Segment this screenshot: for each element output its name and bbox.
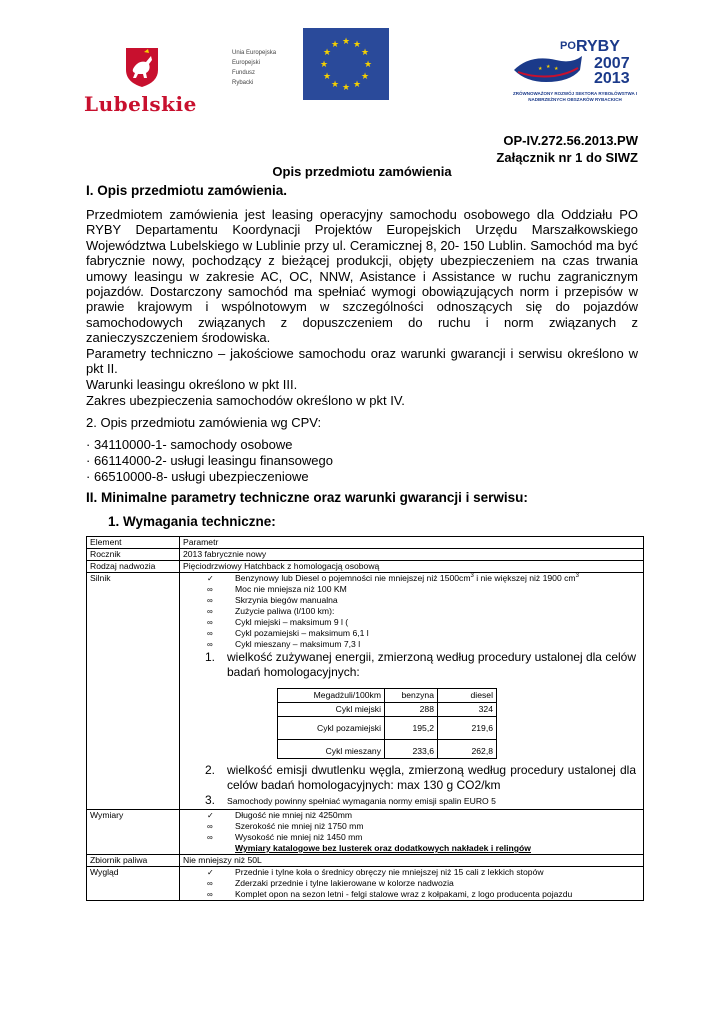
list-item: ∞ Cykl mieszany – maksimum 7,3 l	[207, 639, 361, 649]
svg-text:★: ★	[554, 66, 559, 72]
list-item: ∞ Szerokość nie mniej niż 1750 mm	[207, 821, 364, 831]
check-bullet-icon: ✓	[207, 811, 214, 820]
list-item: ✓ Przednie i tylne koła o średnicy obręczy nie mniejszej niż 15 cali z lekkich stopów	[207, 867, 544, 877]
cpv-heading: 2. Opis przedmiotu zamówienia wg CPV:	[86, 415, 322, 430]
co2-requirement: 2. wielkość emisji dwutlenku węgla, zmierzoną według procedury ustalonej dla celów badań homologacyjnych: max 130 g CO2/km	[205, 763, 636, 792]
list-item: ✓ Benzynowy lub Diesel o pojemności nie mniejszej niż $1500cm^3$ i nie większej niż 1900 $cm^3$	[207, 573, 579, 583]
dimensions-note: Wymiary katalogowe bez lusterek oraz dodatkowych nakładek i relingów	[235, 843, 531, 853]
svg-text:★: ★	[330, 80, 340, 90]
cpv-item: · 66510000-8- usługi ubezpieczeniowe	[86, 469, 309, 484]
eu-flag-icon	[303, 28, 389, 100]
technical-requirements-table	[86, 536, 644, 901]
ryby-year-end: 2013	[594, 70, 630, 87]
row-label: Rodzaj nadwozia	[87, 561, 180, 573]
row-value: Nie mniejszy niż 50L	[180, 855, 644, 867]
cpv-item: · 66114000-2- usługi leasingu finansowego	[86, 453, 333, 468]
ryby-po-text: PO	[560, 40, 576, 52]
energy-row: Cykl miejski 288 324	[278, 703, 497, 717]
appearance-cell	[180, 867, 644, 901]
attachment-label: Załącznik nr 1 do SIWZ	[496, 150, 638, 165]
list-item: ∞ Wysokość nie mniej niż 1450 mm	[207, 832, 363, 842]
table-row	[87, 855, 644, 867]
svg-text:★: ★	[363, 60, 373, 70]
section1-heading: I. Opis przedmiotu zamówienia.	[86, 183, 288, 198]
lubelskie-shield-icon	[124, 46, 160, 88]
insurance-line: Zakres ubezpieczenia samochodów określono w pkt IV.	[86, 393, 405, 408]
svg-text:★: ★	[546, 64, 551, 70]
row-label: Rocznik	[87, 549, 180, 561]
table-header-row	[87, 537, 644, 549]
document-reference	[496, 132, 638, 166]
ryby-year-start: 2007	[594, 55, 630, 72]
bullet-icon: ∞	[207, 822, 213, 831]
svg-text:★: ★	[360, 48, 370, 58]
dimensions-cell	[180, 810, 644, 855]
bullet-icon: ∞	[207, 596, 213, 605]
ryby-subtitle: ZRÓWNOWAŻONY ROZWÓJ SEKTORA RYBOŁÓWSTWA I NADBRZEŻNYCH OBSZARÓW RYBACKICH	[512, 91, 638, 102]
ue-fund-label: Unia Europejska Europejski Fundusz Rybacki	[232, 50, 277, 86]
lubelskie-logo	[82, 40, 202, 120]
bullet-icon: ∞	[207, 833, 213, 842]
document-title: Opis przedmiotu zamówienia	[272, 164, 452, 179]
bullet-icon: ∞	[207, 607, 213, 616]
lubelskie-logo-text: Lubelskie	[84, 92, 197, 116]
energy-requirement: 1. wielkość zużywanej energii, zmierzoną według procedury ustalonej dla celów badań homologacyjnych:	[205, 650, 636, 679]
svg-text:★: ★	[322, 72, 332, 82]
list-item: ∞ Zderzaki przednie i tylne lakierowane w kolorze nadwozia	[207, 878, 454, 888]
list-item: ✓ Długość nie mniej niż 4250mm	[207, 810, 353, 820]
table-header-cell: Parametr	[180, 537, 644, 549]
section1-paragraph: Przedmiotem zamówienia jest leasing operacyjny samochodu osobowego dla Oddziału PO RYBY Departamentu Koordynacji Projektów Europejskich Urzędu Marszałkowskiego Województwa Lubelskiego w Lublinie przy ul. Ceramicznej 8, 20- 150 Lublin. Samochód ma być fabrycznie nowy, pochodzący z bieżącej produkcji, objęty ubezpieczeniem na czas trwania umowy leasingu w zakresie AC, OC, NNW, Asistance i Assistance w ruchu zagranicznym pojazdów. Dostarczony samochód ma spełniać wymogi obowiązujących norm i przepisów w prawie krajowym i wspólnotowym w szczególności odnoszących się do pojazdów samochodowych związanych z dopuszczeniem do ruchu i norm związanych z zanieczyszczeniem środowiska.	[86, 207, 638, 346]
check-bullet-icon: ✓	[207, 868, 214, 877]
bullet-icon: ∞	[207, 879, 213, 888]
row-label: Wygląd	[87, 867, 180, 901]
energy-row: Cykl mieszany 233,6 262,8	[278, 740, 497, 759]
bullet-icon: ∞	[207, 585, 213, 594]
row-label: Wymiary	[87, 810, 180, 855]
table-row	[87, 549, 644, 561]
reference-code: OP-IV.272.56.2013.PW	[503, 133, 638, 148]
energy-table	[277, 688, 497, 759]
engine-cell	[180, 573, 644, 810]
energy-header-row: Megadżuli/100km benzyna diesel	[278, 689, 497, 703]
list-item: ∞ Komplet opon na sezon letni - felgi stalowe wraz z kołpakami, z logo producenta pojazdu	[207, 889, 573, 899]
svg-text:★: ★	[341, 83, 351, 93]
po-ryby-logo	[510, 38, 640, 108]
euro5-requirement: 3. Samochody powinny spełniać wymagania normy emisji spalin EURO 5	[205, 793, 496, 807]
row-value: 2013 fabrycznie nowy	[180, 549, 644, 561]
page-header	[0, 0, 724, 130]
bullet-icon: ∞	[207, 640, 213, 649]
section2-heading: II. Minimalne parametry techniczne oraz warunki gwarancji i serwisu:	[86, 490, 528, 505]
svg-text:★: ★	[330, 40, 340, 50]
svg-text:★: ★	[538, 66, 543, 72]
cpv-item: · 34110000-1- samochody osobowe	[86, 437, 293, 452]
technical-requirements-heading: 1. Wymagania techniczne:	[108, 514, 276, 529]
bullet-icon: ∞	[207, 629, 213, 638]
table-header-cell: Element	[87, 537, 180, 549]
table-row	[87, 573, 644, 810]
table-row	[87, 810, 644, 855]
list-item: ∞ Cykl miejski – maksimum 9 l (	[207, 617, 349, 627]
ryby-title: RYBY	[576, 38, 620, 55]
energy-row: Cykl pozamiejski 195,2 219,6	[278, 717, 497, 740]
svg-text:★: ★	[341, 37, 351, 47]
svg-text:★: ★	[352, 80, 362, 90]
row-value: Pięciodrzwiowy Hatchback z homologacją osobową	[180, 561, 644, 573]
check-bullet-icon: ✓	[207, 574, 214, 583]
bullet-icon: ∞	[207, 890, 213, 899]
list-item: ∞ Cykl pozamiejski – maksimum 6,1 l	[207, 628, 369, 638]
table-row	[87, 867, 644, 901]
params-line: Parametry techniczno – jakościowe samochodu oraz warunki gwarancji i serwisu określono w pkt II.	[86, 346, 638, 377]
list-item: ∞ Moc nie mniejsza niż 100 KM	[207, 584, 347, 594]
row-label: Zbiornik paliwa	[87, 855, 180, 867]
row-label: Silnik	[87, 573, 180, 810]
svg-text:★: ★	[360, 72, 370, 82]
table-row	[87, 561, 644, 573]
bullet-icon: ∞	[207, 618, 213, 627]
svg-text:★: ★	[322, 48, 332, 58]
svg-text:★: ★	[352, 40, 362, 50]
list-item: ∞ Zużycie paliwa (l/100 km):	[207, 606, 335, 616]
leasing-line: Warunki leasingu określono w pkt III.	[86, 377, 298, 392]
list-item: ∞ Skrzynia biegów manualna	[207, 595, 338, 605]
svg-text:★: ★	[319, 60, 329, 70]
